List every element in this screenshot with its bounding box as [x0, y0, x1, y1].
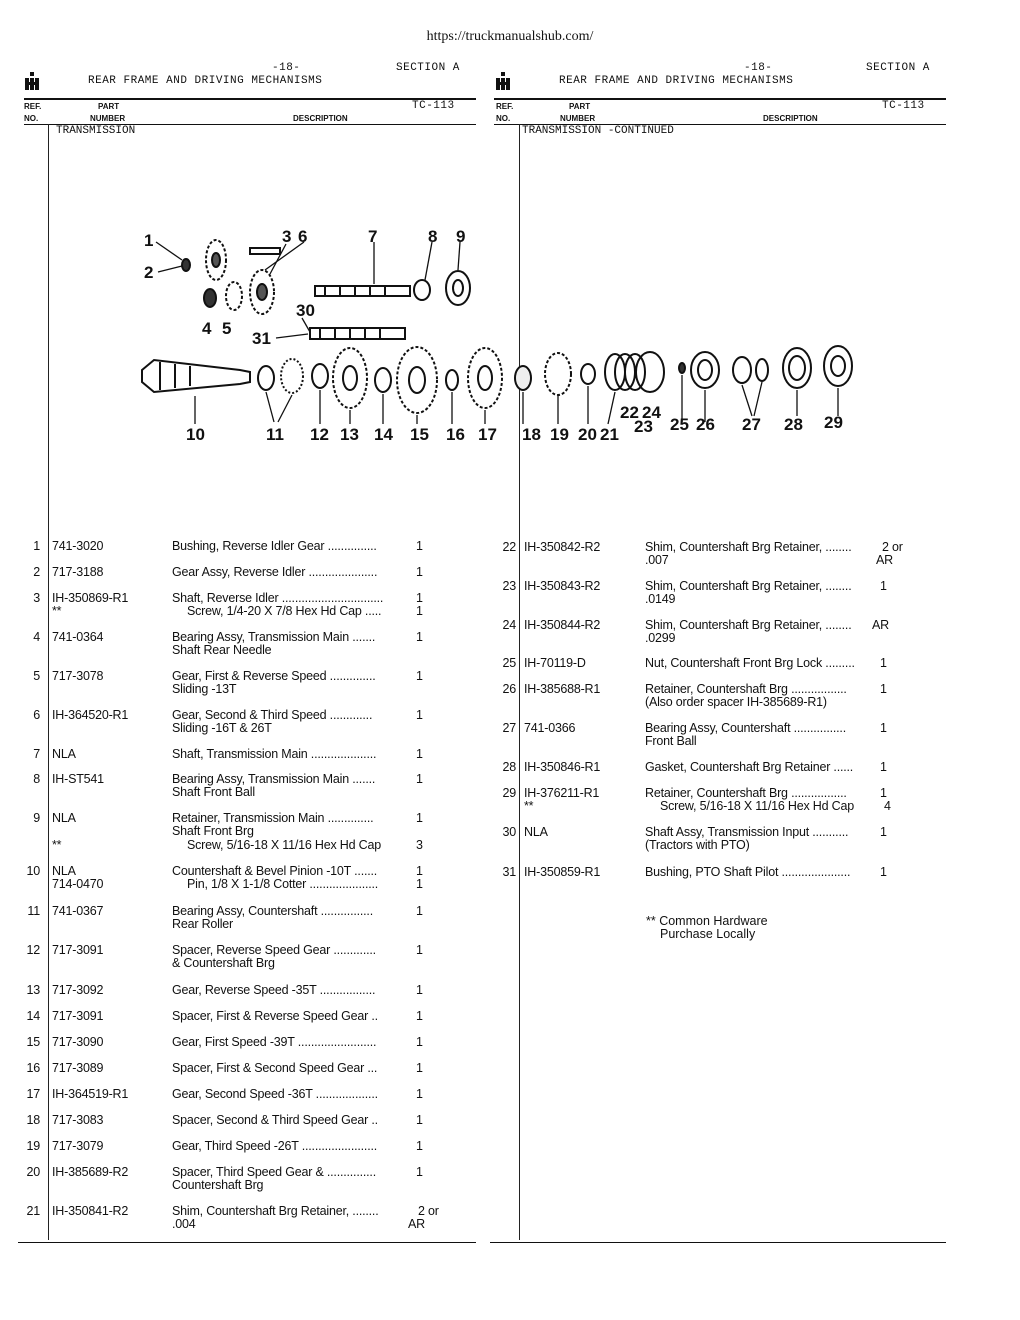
callout-14: 14 — [374, 425, 393, 444]
quantity: 1 — [880, 721, 887, 735]
description: Shaft Front Brg — [172, 824, 254, 838]
source-url[interactable]: https://truckmanualshub.com/ — [426, 29, 594, 44]
tc-code: TC-113 — [882, 100, 925, 112]
callout-13: 13 — [340, 425, 359, 444]
ref-number: 5 — [33, 669, 40, 683]
section-label: SECTION A — [866, 62, 930, 74]
quantity: 1 — [416, 1061, 423, 1075]
ref-number: 27 — [502, 721, 516, 735]
description: .004 — [172, 1217, 196, 1231]
bearing-part-icon — [204, 289, 216, 307]
quantity: 1 — [416, 591, 423, 605]
description: .007 — [645, 553, 669, 567]
ref-number: 12 — [26, 943, 40, 957]
ref-number: 21 — [26, 1204, 40, 1218]
description: Retainer, Countershaft Brg ................. — [645, 786, 847, 800]
description: Gear Assy, Reverse Idler ..................... — [172, 565, 378, 579]
quantity: 1 — [416, 604, 423, 618]
description: Spacer, First & Second Speed Gear ... — [172, 1061, 378, 1075]
quantity: AR — [876, 553, 893, 567]
part-number: NLA — [52, 864, 76, 878]
part-number: IH-ST541 — [52, 772, 104, 786]
part-number: 717-3079 — [52, 1139, 104, 1153]
ref-number: 11 — [27, 904, 40, 918]
part-number: 717-3091 — [52, 1009, 104, 1023]
part-number: IH-350842-R2 — [524, 540, 601, 554]
ih-logo-icon — [25, 72, 39, 90]
description: Bearing Assy, Countershaft ................ — [172, 904, 373, 918]
part-number: IH-350841-R2 — [52, 1204, 129, 1218]
callout-26: 26 — [696, 415, 715, 434]
spacer-part-icon — [515, 366, 531, 390]
gear-part-icon — [226, 282, 242, 310]
gear-part-icon — [397, 347, 437, 413]
part-number: 717-3089 — [52, 1061, 104, 1075]
gear-part-icon — [333, 348, 367, 408]
callout-6: 6 — [298, 227, 308, 246]
diagram-callouts — [144, 227, 843, 444]
callout-21: 21 — [600, 425, 619, 444]
section-name: TRANSMISSION — [56, 125, 136, 137]
section-name: TRANSMISSION -CONTINUED — [522, 125, 674, 137]
col-number: NUMBER — [560, 114, 596, 123]
part-number: 717-3092 — [52, 983, 104, 997]
quantity: 1 — [416, 772, 423, 786]
callout-7: 7 — [368, 227, 378, 246]
ref-number: 25 — [502, 656, 516, 670]
ref-number: 4 — [33, 630, 40, 644]
part-number: 717-3090 — [52, 1035, 104, 1049]
description: Shim, Countershaft Brg Retainer, ........ — [645, 540, 852, 554]
description: Bushing, Reverse Idler Gear ............... — [172, 539, 377, 553]
bearing-part-icon — [414, 280, 430, 300]
gasket-part-icon — [756, 359, 768, 381]
callout-20: 20 — [578, 425, 597, 444]
description: Pin, 1/8 X 1-1/8 Cotter ..................... — [187, 877, 379, 891]
callout-8: 8 — [428, 227, 438, 246]
col-part: PART — [569, 102, 591, 111]
description: Spacer, Reverse Speed Gear ............. — [172, 943, 376, 957]
ref-number: 23 — [502, 579, 516, 593]
shaft-part-icon — [315, 286, 410, 296]
description: Screw, 5/16-18 X 11/16 Hex Hd Cap — [187, 838, 381, 852]
ref-number: 22 — [502, 540, 516, 554]
spacer-part-icon — [446, 370, 458, 390]
quantity: 1 — [416, 943, 423, 957]
part-number: ** — [52, 838, 62, 852]
callout-23: 23 — [634, 417, 653, 436]
description: Spacer, Second & Third Speed Gear .. — [172, 1113, 378, 1127]
part-number: IH-350844-R2 — [524, 618, 601, 632]
quantity: 1 — [416, 983, 423, 997]
ih-logo-icon — [496, 72, 510, 90]
quantity: 1 — [416, 747, 423, 761]
spacer-part-icon — [312, 364, 328, 388]
description: Bearing Assy, Transmission Main ....... — [172, 772, 376, 786]
retainer-part-icon — [691, 352, 719, 388]
ref-number: 28 — [502, 760, 516, 774]
description: Sliding -16T & 26T — [172, 721, 272, 735]
callout-31: 31 — [252, 329, 271, 348]
col-ref: REF. — [496, 102, 514, 111]
part-number: IH-364519-R1 — [52, 1087, 129, 1101]
col-no: NO. — [496, 114, 511, 123]
part-number: IH-364520-R1 — [52, 708, 129, 722]
part-number: IH-376211-R1 — [524, 786, 600, 800]
part-number: 741-0366 — [524, 721, 576, 735]
retainer-part-icon — [446, 271, 470, 305]
shaft-part-icon — [250, 248, 280, 254]
ref-number: 8 — [33, 772, 40, 786]
header-rule — [494, 98, 946, 100]
ref-number: 24 — [502, 618, 516, 632]
ref-number: 20 — [26, 1165, 40, 1179]
header-rule — [24, 98, 476, 100]
hardware-note-line2: Purchase Locally — [660, 927, 756, 941]
quantity: 1 — [880, 865, 887, 879]
gear-part-icon — [545, 353, 571, 395]
description: Sliding -13T — [172, 682, 237, 696]
retainer-part-icon — [824, 346, 852, 386]
description: Countershaft Brg — [172, 1178, 264, 1192]
quantity: 4 — [884, 799, 891, 813]
ref-number: 16 — [26, 1061, 40, 1075]
description: (Also order spacer IH-385689-R1) — [645, 695, 827, 709]
ref-number: 18 — [26, 1113, 40, 1127]
quantity: 1 — [416, 904, 423, 918]
ref-number: 6 — [33, 708, 40, 722]
col-no: NO. — [24, 114, 39, 123]
description: Bearing Assy, Transmission Main ....... — [172, 630, 376, 644]
quantity: AR — [872, 618, 889, 632]
ref-number: 1 — [33, 539, 40, 553]
description: Retainer, Transmission Main .............. — [172, 811, 374, 825]
ref-number: 10 — [26, 864, 40, 878]
part-number: 741-3020 — [52, 539, 104, 553]
quantity: 1 — [416, 877, 423, 891]
part-number: ** — [524, 799, 534, 813]
description: Gear, Third Speed -26T ....................... — [172, 1139, 378, 1153]
quantity: 1 — [416, 630, 423, 644]
bearing-part-icon — [258, 366, 274, 390]
quantity: 1 — [416, 864, 423, 878]
quantity: 1 — [416, 1113, 423, 1127]
description: (Tractors with PTO) — [645, 838, 750, 852]
description: Rear Roller — [172, 917, 234, 931]
transmission-exploded-diagram — [130, 220, 870, 450]
quantity: 1 — [416, 811, 423, 825]
description: Countershaft & Bevel Pinion -10T ....... — [172, 864, 378, 878]
description: Shaft, Transmission Main .................... — [172, 747, 377, 761]
description: Retainer, Countershaft Brg ................. — [645, 682, 847, 696]
description: Bushing, PTO Shaft Pilot ..................... — [645, 865, 851, 879]
callout-27: 27 — [742, 415, 761, 434]
ref-number: 15 — [26, 1035, 40, 1049]
description: Bearing Assy, Countershaft ................ — [645, 721, 846, 735]
callout-10: 10 — [186, 425, 205, 444]
description: Nut, Countershaft Front Brg Lock ......... — [645, 656, 855, 670]
ref-number: 13 — [26, 983, 40, 997]
col-ref: REF. — [24, 102, 42, 111]
page-title: REAR FRAME AND DRIVING MECHANISMS — [88, 75, 323, 87]
gasket-part-icon — [783, 348, 811, 388]
page-number: -18- — [744, 62, 773, 74]
quantity: 1 — [416, 1009, 423, 1023]
col-number: NUMBER — [90, 114, 126, 123]
ref-number: 17 — [26, 1087, 40, 1101]
ref-number: 14 — [26, 1009, 40, 1023]
part-number: 717-3083 — [52, 1113, 104, 1127]
footer-rule — [18, 1242, 476, 1243]
description: Shaft Assy, Transmission Input ........... — [645, 825, 849, 839]
description: Shaft, Reverse Idler ............................... — [172, 591, 384, 605]
part-number: ** — [52, 604, 62, 618]
callout-24: 24 — [642, 403, 661, 422]
ref-number: 29 — [502, 786, 516, 800]
bearing-part-icon — [281, 359, 303, 393]
callout-11: 11 — [266, 425, 284, 444]
spacer-part-icon — [375, 368, 391, 392]
callout-28: 28 — [784, 415, 803, 434]
part-number: NLA — [52, 811, 76, 825]
description: Spacer, Third Speed Gear & ............... — [172, 1165, 376, 1179]
quantity: 1 — [416, 1035, 423, 1049]
part-number: 717-3188 — [52, 565, 104, 579]
description: Spacer, First & Reverse Speed Gear .. — [172, 1009, 378, 1023]
ref-number: 9 — [33, 811, 40, 825]
part-number: NLA — [524, 825, 548, 839]
part-number: 717-3091 — [52, 943, 104, 957]
callout-3: 3 — [282, 227, 292, 246]
quantity: 1 — [880, 825, 887, 839]
part-number: 714-0470 — [52, 877, 104, 891]
gear-part-icon — [468, 348, 502, 408]
col-description: DESCRIPTION — [293, 114, 348, 123]
section-label: SECTION A — [396, 62, 460, 74]
description: & Countershaft Brg — [172, 956, 275, 970]
quantity: 1 — [416, 669, 423, 683]
description: Screw, 1/4-20 X 7/8 Hex Hd Cap ..... — [187, 604, 382, 618]
col-description: DESCRIPTION — [763, 114, 818, 123]
pinion-part-icon — [142, 360, 250, 392]
part-number: 717-3078 — [52, 669, 104, 683]
ref-number: 19 — [26, 1139, 40, 1153]
part-number: IH-350869-R1 — [52, 591, 129, 605]
nut-part-icon — [679, 363, 685, 373]
callout-29: 29 — [824, 413, 843, 432]
part-number: 741-0364 — [52, 630, 104, 644]
callout-12: 12 — [310, 425, 329, 444]
callout-18: 18 — [522, 425, 541, 444]
quantity: 1 — [880, 656, 887, 670]
description: Shim, Countershaft Brg Retainer, ........ — [172, 1204, 379, 1218]
part-number: IH-350843-R2 — [524, 579, 601, 593]
quantity: 1 — [880, 682, 887, 696]
quantity: 1 — [880, 760, 887, 774]
bearing-part-icon — [733, 357, 751, 383]
quantity: 2 or — [418, 1204, 439, 1218]
ref-number: 3 — [33, 591, 40, 605]
callout-30: 30 — [296, 301, 315, 320]
part-number: 741-0367 — [52, 904, 104, 918]
part-number: IH-350859-R1 — [524, 865, 601, 879]
bushing-part-icon — [182, 259, 190, 271]
quantity: 2 or — [882, 540, 903, 554]
part-number: IH-70119-D — [524, 656, 586, 670]
description: Gear, Second & Third Speed ............. — [172, 708, 373, 722]
ref-number: 31 — [502, 865, 516, 879]
callout-16: 16 — [446, 425, 465, 444]
quantity: 1 — [416, 708, 423, 722]
callout-19: 19 — [550, 425, 569, 444]
part-number: IH-350846-R1 — [524, 760, 601, 774]
quantity: 1 — [416, 565, 423, 579]
callout-17: 17 — [478, 425, 497, 444]
shaft-part-icon — [310, 328, 405, 339]
part-number: NLA — [52, 747, 76, 761]
col-part: PART — [98, 102, 120, 111]
ref-number: 7 — [33, 747, 40, 761]
description: Shaft Front Ball — [172, 785, 255, 799]
quantity: 1 — [416, 539, 423, 553]
description: Gear, Second Speed -36T ................... — [172, 1087, 378, 1101]
footer-rule — [490, 1242, 946, 1243]
description: Gasket, Countershaft Brg Retainer ...... — [645, 760, 854, 774]
description: Shaft Rear Needle — [172, 643, 272, 657]
quantity: 1 — [880, 786, 887, 800]
tc-code: TC-113 — [412, 100, 455, 112]
description: Shim, Countershaft Brg Retainer, ........ — [645, 618, 852, 632]
description: Gear, First & Reverse Speed .............. — [172, 669, 376, 683]
quantity: 1 — [416, 1087, 423, 1101]
description: Screw, 5/16-18 X 11/16 Hex Hd Cap — [660, 799, 854, 813]
description: Gear, Reverse Speed -35T ................. — [172, 983, 376, 997]
page-number: -18- — [272, 62, 301, 74]
callout-5: 5 — [222, 319, 232, 338]
spacer-part-icon — [581, 364, 595, 384]
callout-25: 25 — [670, 415, 689, 434]
callout-1: 1 — [144, 231, 154, 250]
callout-15: 15 — [410, 425, 429, 444]
part-number: IH-385689-R2 — [52, 1165, 129, 1179]
description: Front Ball — [645, 734, 697, 748]
ref-column-rule — [48, 124, 49, 1240]
ref-number: 30 — [502, 825, 516, 839]
description: Gear, First Speed -39T ........................ — [172, 1035, 377, 1049]
quantity: 1 — [880, 579, 887, 593]
part-number: IH-385688-R1 — [524, 682, 601, 696]
quantity: AR — [408, 1217, 425, 1231]
callout-9: 9 — [456, 227, 466, 246]
callout-22: 22 — [620, 403, 639, 422]
description: .0299 — [645, 631, 676, 645]
quantity: 1 — [416, 1139, 423, 1153]
callout-4: 4 — [202, 319, 212, 338]
quantity: 1 — [416, 1165, 423, 1179]
description: Shim, Countershaft Brg Retainer, ........ — [645, 579, 852, 593]
ref-number: 26 — [502, 682, 516, 696]
description: .0149 — [645, 592, 676, 606]
page-title: REAR FRAME AND DRIVING MECHANISMS — [559, 75, 794, 87]
callout-2: 2 — [144, 263, 154, 282]
quantity: 3 — [416, 838, 423, 852]
ref-number: 2 — [33, 565, 40, 579]
hardware-note-line1: ** Common Hardware — [646, 914, 768, 928]
